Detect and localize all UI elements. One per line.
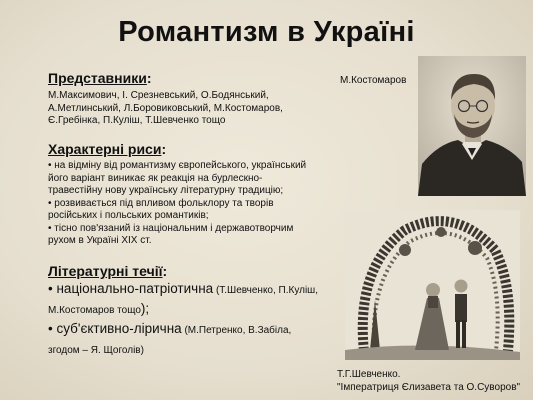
currents-heading (48, 263, 167, 279)
representatives-line-3: Є.Гребінка, П.Куліш, Т.Шевченко тощо (48, 115, 226, 126)
representatives-line-2: А.Метлинський, Л.Боровиковський, М.Костомаров, (48, 102, 283, 114)
current-2-line-2 (48, 340, 338, 360)
etching-drawing (345, 210, 520, 360)
feature-1-line-1: • на відміну від романтизму європейського, український (48, 160, 307, 171)
features-list (48, 160, 306, 248)
feature-3-line-2: рухом в Україні XIX ст. (48, 235, 152, 246)
current-1-authors-b: М.Костомаров тощо (48, 305, 141, 316)
current-1-name: • національно-патріотична (48, 281, 214, 296)
representatives-heading (48, 70, 152, 86)
current-1-line-1 (48, 280, 338, 300)
representatives-list (48, 90, 283, 128)
representatives-line-1: М.Максимович, І. Срезневський, О.Бодянський, (48, 90, 269, 101)
features-heading-text: Характерні риси (48, 141, 162, 157)
features-heading (48, 141, 166, 157)
etching-caption-line-2: "Імператриця Єлизавета та О.Суворов" (337, 382, 521, 393)
etching-caption-line-1: Т.Г.Шевченко. (337, 369, 401, 380)
current-2-name: • суб'єктивно-лірична (48, 321, 182, 336)
current-2-line-1 (48, 320, 338, 340)
feature-2-line-2: російських і польських романтиків; (48, 210, 209, 221)
kostomarov-portrait-image (418, 56, 526, 196)
current-1-end: ); (140, 301, 150, 316)
representatives-heading-colon: : (146, 70, 152, 86)
currents-list (48, 280, 338, 360)
current-1-authors-a: (Т.Шевченко, П.Куліш, (213, 285, 318, 296)
current-1-line-2 (48, 300, 338, 320)
slide-title: Романтизм в Україні (118, 16, 415, 48)
representatives-heading-text: Представники (48, 70, 147, 86)
features-heading-colon: : (161, 141, 167, 157)
feature-1-line-2: його варіант виникає як реакція на бурлескно- (48, 172, 263, 184)
portrait-caption: М.Костомаров (340, 75, 407, 86)
feature-1-line-3: травестійну нову українську літературну традицію; (48, 185, 284, 196)
portrait-drawing (418, 56, 526, 196)
current-2-authors-a: (М.Петренко, В.Забіла, (181, 325, 292, 336)
feature-3-line-1: • тісно пов'язаний із національним і державотворчим (48, 222, 294, 234)
currents-heading-text: Літературні течії (48, 263, 163, 279)
shevchenko-etching-image (345, 210, 520, 360)
current-2-authors-b: згодом – Я. Щоголів) (48, 345, 144, 356)
feature-2-line-1: • розвивається під впливом фольклору та творів (48, 197, 274, 209)
currents-heading-colon: : (162, 263, 168, 279)
